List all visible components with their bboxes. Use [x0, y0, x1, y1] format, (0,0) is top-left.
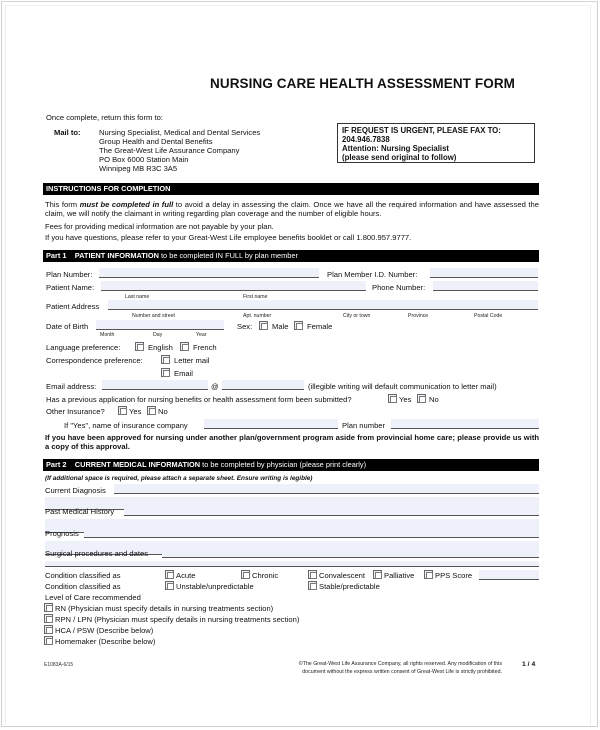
address-line: Group Health and Dental Benefits [99, 137, 213, 146]
instructions-paragraph-2: Fees for providing medical information are not payable by your plan. [45, 222, 274, 231]
unstable-label: Unstable/unpredictable [176, 582, 254, 591]
yes-label: Yes [399, 395, 412, 404]
text: to avoid a delay in assessing the claim. Once we have all the required information and have assessed the claim, we will notify the claimant in writing regarding plan coverage and the number of eligible hours. [45, 200, 539, 219]
email-checkbox[interactable] [161, 368, 170, 377]
care-level-label: Level of Care recommended [45, 593, 141, 602]
part-title: CURRENT MEDICAL INFORMATION [74, 460, 201, 469]
insurance-company-field[interactable] [204, 419, 338, 429]
email-address-label: Email address: [46, 382, 97, 391]
rpn-lpn-label: RPN / LPN (Physician must specify details in nursing treatments section) [55, 615, 300, 624]
email-at-sign: @ [211, 382, 219, 391]
other-insurance-no-checkbox[interactable] [147, 406, 156, 415]
palliative-checkbox[interactable] [373, 570, 382, 579]
condition-classified-label-2: Condition classified as [45, 582, 121, 591]
acute-label: Acute [176, 571, 196, 580]
correspondence-preference-label: Correspondence preference: [46, 356, 143, 365]
phone-number-label: Phone Number: [372, 283, 426, 292]
rn-checkbox[interactable] [44, 603, 53, 612]
insurance-company-label: If "Yes", name of insurance company [64, 421, 188, 430]
email-note: (illegible writing will default communication to letter mail) [308, 382, 497, 391]
part2-header [43, 459, 539, 471]
plan-number-field[interactable] [99, 268, 319, 278]
instructions-header [43, 183, 539, 195]
convalescent-checkbox[interactable] [308, 570, 317, 579]
year-hint: Year [196, 332, 207, 338]
chronic-checkbox[interactable] [241, 570, 250, 579]
other-insurance-yes-checkbox[interactable] [118, 406, 127, 415]
female-label: Female [307, 322, 333, 331]
plan-number-label: Plan Number: [46, 270, 93, 279]
instructions-paragraph-1 [45, 200, 539, 218]
attention-line: Attention: Nursing Specialist [342, 144, 449, 153]
return-intro: Once complete, return this form to: [46, 113, 163, 122]
approval-note: If you have been approved for nursing under another plan/government program aside from provincial home care; please provide us with a copy of this approval. [45, 433, 539, 452]
palliative-label: Palliative [384, 571, 415, 580]
urgent-heading: IF REQUEST IS URGENT, PLEASE FAX TO: [342, 126, 501, 135]
first-name-hint: First name [243, 294, 268, 300]
homemaker-checkbox[interactable] [44, 636, 53, 645]
sex-label: Sex: [237, 322, 253, 331]
form-title: NURSING CARE HEALTH ASSESSMENT FORM [210, 76, 516, 91]
pps-score-label: PPS Score [435, 571, 473, 580]
postal-code-hint: Postal Code [474, 313, 503, 319]
homemaker-label: Homemaker (Describe below) [55, 637, 156, 646]
email-user-field[interactable] [102, 380, 208, 390]
part-label: Part 1 [46, 251, 67, 260]
french-label: French [193, 343, 217, 352]
apt-hint: Apt. number [243, 313, 272, 319]
convalescent-label: Convalescent [319, 571, 366, 580]
plan-member-id-label: Plan Member I.D. Number: [327, 270, 418, 279]
part2-note: (If additional space is required, please attach a separate sheet. Ensure writing is legible) [45, 475, 313, 482]
text: This form [45, 200, 80, 209]
previous-app-no-checkbox[interactable] [417, 394, 426, 403]
last-name-hint: Last name [125, 294, 150, 300]
address-line: Nursing Specialist, Medical and Dental Services [99, 128, 261, 137]
male-checkbox[interactable] [259, 321, 268, 330]
city-hint: City or town [343, 313, 371, 319]
surgical-procedures-field[interactable] [162, 548, 539, 558]
chronic-label: Chronic [252, 571, 279, 580]
original-note: (please send original to follow) [342, 153, 457, 162]
other-insurance-label: Other Insurance? [46, 407, 105, 416]
part-subtitle: to be completed IN FULL by plan member [158, 251, 298, 260]
phone-number-field[interactable] [433, 281, 538, 291]
patient-name-field[interactable] [101, 281, 366, 291]
previous-app-yes-checkbox[interactable] [388, 394, 397, 403]
male-label: Male [272, 322, 289, 331]
female-checkbox[interactable] [294, 321, 303, 330]
emphasis-text: must be completed in full [79, 200, 174, 209]
plan-number-lower-label: Plan number [342, 421, 386, 430]
copyright-notice [250, 661, 502, 676]
current-diagnosis-label: Current Diagnosis [45, 486, 106, 495]
mail-address [99, 128, 260, 173]
hca-psw-checkbox[interactable] [44, 625, 53, 634]
date-of-birth-label: Date of Birth [46, 322, 89, 331]
pps-score-checkbox[interactable] [424, 570, 433, 579]
hca-psw-label: HCA / PSW (Describe below) [55, 626, 154, 635]
copyright-line-1: ©The Great-West Life Assurance Company, all rights reserved. Any modification of this [298, 661, 502, 667]
language-preference-label: Language preference: [46, 343, 121, 352]
part-title: PATIENT INFORMATION [74, 251, 159, 260]
surgical-procedures-field-line2[interactable] [45, 561, 539, 567]
province-hint: Province [408, 313, 429, 319]
street-hint: Number and street [132, 313, 175, 319]
unstable-checkbox[interactable] [165, 581, 174, 590]
french-checkbox[interactable] [180, 342, 189, 351]
prognosis-label: Prognosis [45, 529, 79, 538]
day-hint: Day [153, 332, 163, 338]
patient-name-label: Patient Name: [46, 283, 95, 292]
address-line: The Great-West Life Assurance Company [99, 146, 240, 155]
date-of-birth-field[interactable] [96, 320, 224, 330]
address-line: PO Box 6000 Station Main [99, 155, 189, 164]
english-label: English [148, 343, 173, 352]
previous-application-question: Has a previous application for nursing benefits or health assessment form been submitted? [46, 395, 352, 404]
copyright-line-2: document without the express written consent of Great-West Life is strictly prohibited. [302, 668, 502, 675]
stable-checkbox[interactable] [308, 581, 317, 590]
rn-label: RN (Physician must specify details in nursing treatments section) [55, 604, 274, 613]
instructions-header-text: INSTRUCTIONS FOR COMPLETION [46, 184, 171, 193]
part1-header [43, 250, 539, 262]
email-option-label: Email [174, 369, 193, 378]
no-label: No [429, 395, 439, 404]
part-subtitle: to be completed by physician (please print clearly) [200, 460, 367, 469]
page-number: 1 / 4 [522, 661, 536, 668]
acute-checkbox[interactable] [165, 570, 174, 579]
patient-address-label: Patient Address [46, 302, 100, 311]
urgent-fax-box [337, 123, 535, 163]
form-code: E1083A-6/15 [44, 662, 74, 668]
pps-score-field[interactable] [479, 570, 539, 580]
address-line: Winnipeg MB R3C 3A5 [99, 164, 178, 173]
mail-to-label: Mail to: [54, 128, 81, 137]
month-hint: Month [100, 332, 115, 338]
patient-address-field[interactable] [108, 300, 538, 310]
english-checkbox[interactable] [135, 342, 144, 351]
email-domain-field[interactable] [222, 380, 304, 390]
letter-mail-label: Letter mail [174, 356, 210, 365]
surgical-procedures-label: Surgical procedures and dates [45, 549, 149, 558]
plan-member-id-field[interactable] [430, 268, 538, 278]
no-label: No [158, 407, 168, 416]
prognosis-field[interactable] [84, 528, 539, 538]
fax-number: 204.946.7838 [342, 135, 390, 144]
stable-label: Stable/predictable [319, 582, 380, 591]
past-medical-history-label: Past Medical History [45, 507, 115, 516]
plan-number-lower-field[interactable] [391, 419, 539, 429]
letter-mail-checkbox[interactable] [161, 355, 170, 364]
condition-classified-label: Condition classified as [45, 571, 121, 580]
past-medical-history-field[interactable] [124, 506, 539, 516]
yes-label: Yes [129, 407, 142, 416]
part-label: Part 2 [46, 460, 67, 469]
rpn-lpn-checkbox[interactable] [44, 614, 53, 623]
current-diagnosis-field[interactable] [114, 484, 539, 494]
instructions-paragraph-3: If you have questions, please refer to your Great-West Life employee benefits booklet or call 1.800.957.9777. [45, 233, 412, 242]
